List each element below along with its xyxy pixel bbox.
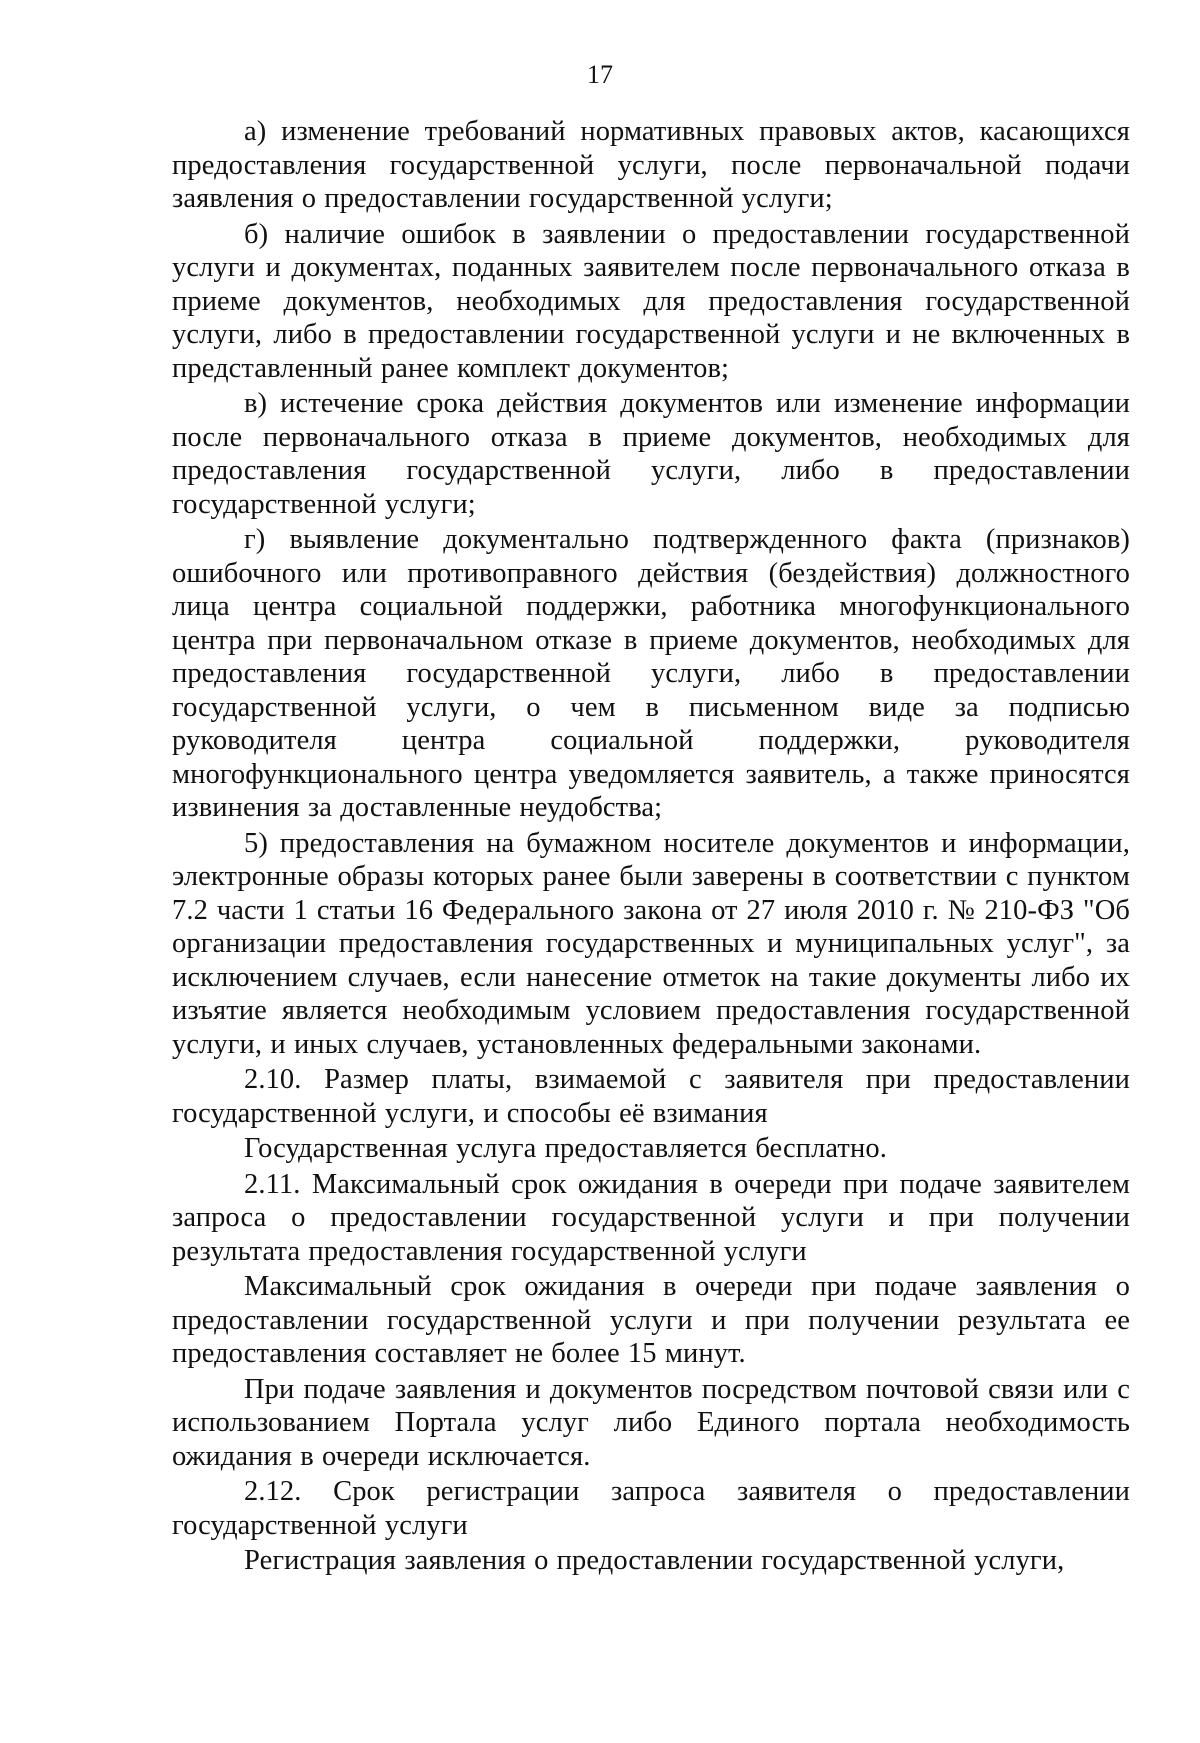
paragraph-b: б) наличие ошибок в заявлении о предоставлении государственной услуги и документах, поданных заявителем после первоначального отказа в приеме документов, необходимых для предоставления государственной услуги, либо в предоставлении государственной услуги и не включенных в представленный ранее комплект документов; [172, 218, 1130, 384]
section-2-10-text: Государственная услуга предоставляется бесплатно. [244, 1133, 887, 1164]
section-2-12-text: Регистрация заявления о предоставлении государственной услуги, [244, 1545, 1065, 1576]
paragraph-v: в) истечение срока действия документов или изменение информации после первоначального отказа в приеме документов, необходимых для предоставления государственной услуги, либо в предоставлении государственной услуги; [172, 388, 1130, 520]
section-2-11-postal-text: При подаче заявления и документов посредством почтовой связи или с использованием Портала услуг либо Единого портала необходимость ожидания в очереди исключается. [172, 1373, 1130, 1472]
paragraph-a: а) изменение требований нормативных правовых актов, касающихся предоставления государственной услуги, после первоначальной подачи заявления о предоставлении государственной услуги; [172, 116, 1130, 214]
paragraph-g: г) выявление документально подтвержденного факта (признаков) ошибочного или противоправного действия (бездействия) должностного лица центра социальной поддержки, работника многофункционального центра при первоначальном отказе в приеме документов, необходимых для предоставления государственной услуги, либо в предоставлении государственной услуги, о чем в письменном виде за подписью руководителя центра социальной поддержки, руководителя многофункционального центра уведомляется заявитель, а также приносятся извинения за доставленные неудобства; [172, 524, 1130, 823]
section-2-10-heading: 2.10. Размер платы, взимаемой с заявителя при предоставлении государственной услуги, и способы её взимания [172, 1064, 1130, 1129]
paragraph-item-5: 5) предоставления на бумажном носителе документов и информации, электронные образы которых ранее были заверены в соответствии с пунктом 7.2 части 1 статьи 16 Федерального закона от 27 июля 2010 г. № 210-ФЗ "Об организации предоставления государственных и муниципальных услуг", за исключением случаев, если нанесение отметок на такие документы либо их изъятие является необходимым условием предоставления государственной услуги, и иных случаев, установленных федеральными законами. [172, 827, 1130, 1060]
section-2-11-heading: 2.11. Максимальный срок ожидания в очереди при подаче заявителем запроса о предоставлении государственной услуги и при получении результата предоставления государственной услуги [172, 1168, 1130, 1267]
section-2-11-text: Максимальный срок ожидания в очереди при подаче заявления о предоставлении государственной услуги и при получении результата ее предоставления составляет не более 15 минут. [172, 1271, 1130, 1369]
document-body [172, 115, 1130, 1578]
section-2-12-heading: 2.12. Срок регистрации запроса заявителя о предоставлении государственной услуги [172, 1476, 1130, 1541]
page-number: 17 [587, 60, 613, 89]
